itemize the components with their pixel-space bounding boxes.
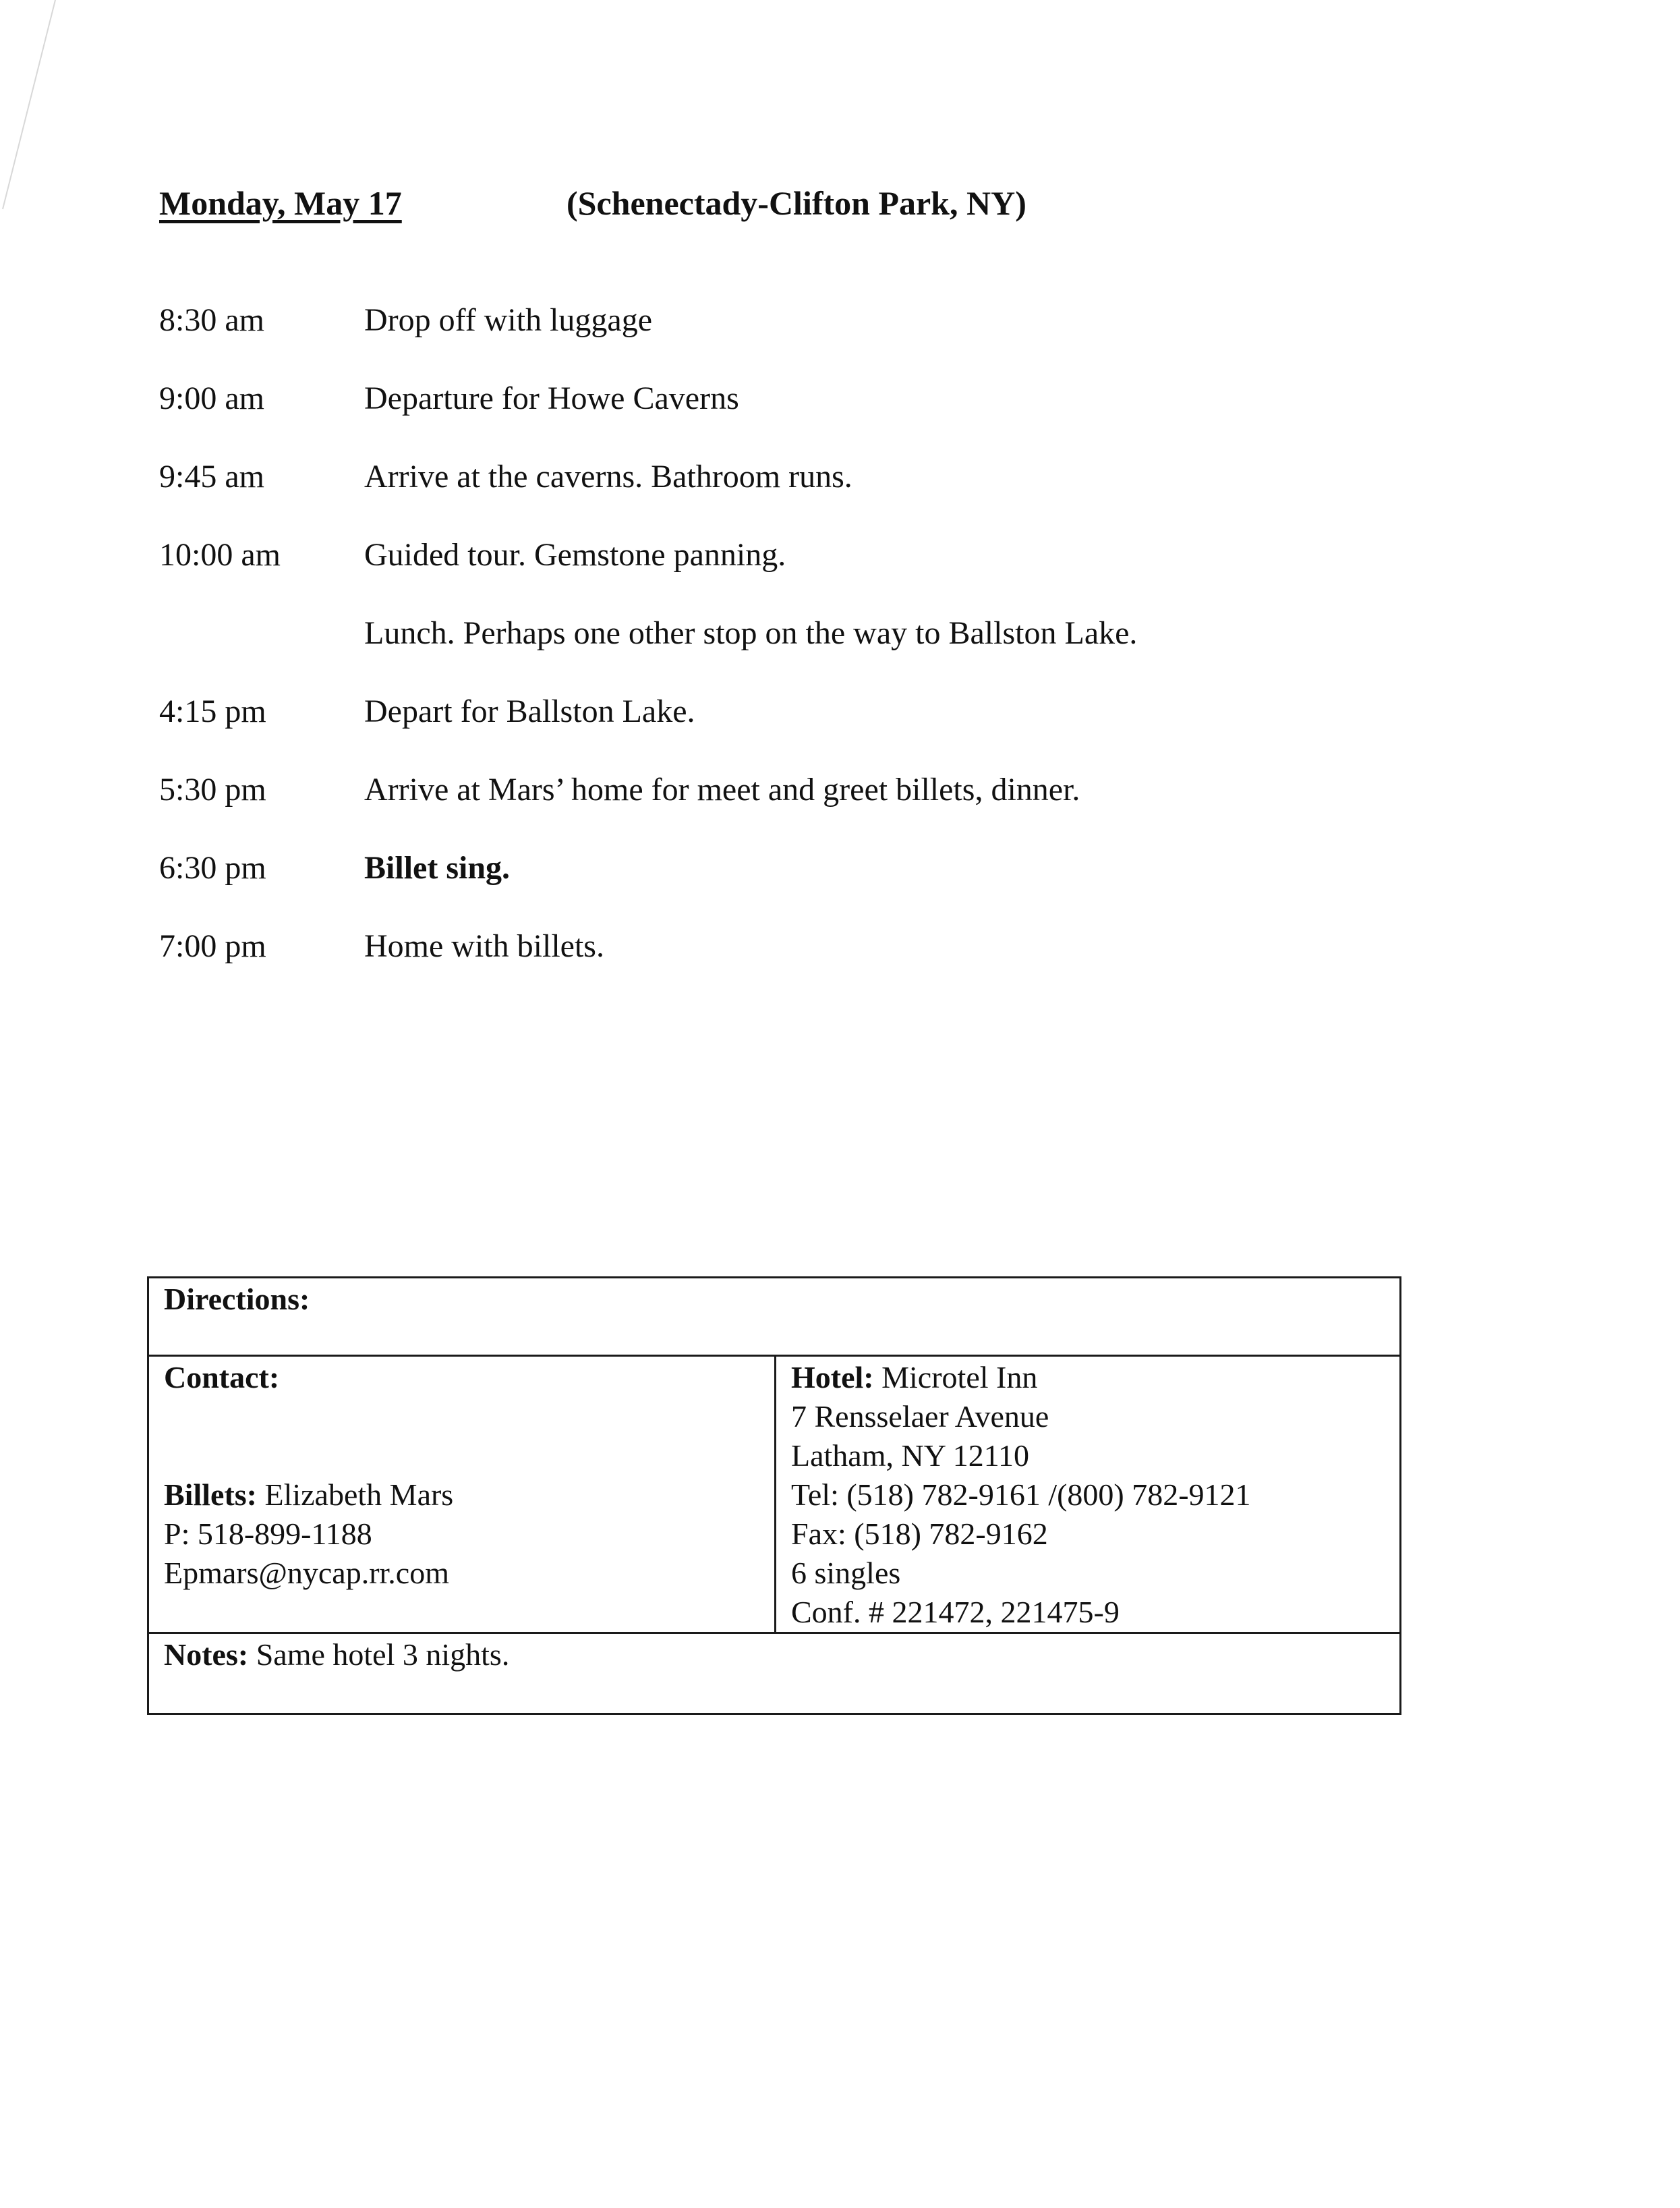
page-header <box>159 183 1026 223</box>
hotel-fax: Fax: (518) 782-9162 <box>791 1517 1048 1551</box>
hotel-address-line2: Latham, NY 12110 <box>791 1438 1030 1473</box>
hotel-confirmation: Conf. # 221472, 221475-9 <box>791 1595 1120 1629</box>
schedule-time: 10:00 am <box>159 537 281 573</box>
schedule-event: Billet sing. <box>364 850 511 886</box>
info-table <box>147 1276 1401 1715</box>
directions-label: Directions: <box>164 1282 310 1316</box>
schedule-time: 7:00 pm <box>159 928 266 964</box>
schedule-row <box>159 613 1441 691</box>
billets-label: Billets: <box>164 1477 257 1512</box>
schedule-event: Departure for Howe Caverns <box>364 380 739 416</box>
scan-edge-mark <box>0 0 61 216</box>
schedule-time: 6:30 pm <box>159 850 266 886</box>
schedule-row <box>159 378 1441 457</box>
schedule-row <box>159 926 1441 1004</box>
schedule-time: 5:30 pm <box>159 772 266 808</box>
hotel-telephone: Tel: (518) 782-9161 /(800) 782-9121 <box>791 1477 1251 1512</box>
schedule-time: 4:15 pm <box>159 693 266 729</box>
schedule-event: Home with billets. <box>364 928 604 964</box>
notes-label: Notes: <box>164 1637 249 1672</box>
contact-label: Contact: <box>164 1360 280 1394</box>
schedule-row <box>159 535 1441 613</box>
schedule-event: Lunch. Perhaps one other stop on the way to Ballston Lake. <box>364 615 1138 651</box>
hotel-label: Hotel: <box>791 1360 874 1394</box>
notes-cell <box>149 1634 1399 1713</box>
billets-phone: P: 518-899-1188 <box>164 1517 372 1551</box>
schedule-row <box>159 300 1441 378</box>
notes-text: Same hotel 3 nights. <box>256 1637 510 1672</box>
schedule-time: 9:00 am <box>159 380 264 416</box>
contact-cell <box>149 1357 776 1632</box>
billets-email: Epmars@nycap.rr.com <box>164 1556 450 1590</box>
hotel-rooms: 6 singles <box>791 1556 901 1590</box>
schedule-row <box>159 848 1441 926</box>
schedule-event: Arrive at the caverns. Bathroom runs. <box>364 459 852 494</box>
hotel-name: Microtel Inn <box>881 1360 1038 1394</box>
hotel-cell <box>776 1357 1399 1632</box>
schedule-time: 9:45 am <box>159 459 264 494</box>
day-title: Monday, May 17 <box>159 184 402 222</box>
billets-name: Elizabeth Mars <box>264 1477 454 1512</box>
location-title: (Schenectady-Clifton Park, NY) <box>567 184 1026 222</box>
hotel-address-line1: 7 Rensselaer Avenue <box>791 1399 1049 1434</box>
schedule-row <box>159 770 1441 848</box>
schedule-time: 8:30 am <box>159 302 264 338</box>
schedule-event: Drop off with luggage <box>364 302 653 338</box>
schedule-list <box>159 300 1441 1004</box>
schedule-row <box>159 691 1441 770</box>
schedule-event: Depart for Ballston Lake. <box>364 693 695 729</box>
schedule-event: Guided tour. Gemstone panning. <box>364 537 786 573</box>
schedule-row <box>159 457 1441 535</box>
schedule-event: Arrive at Mars’ home for meet and greet billets, dinner. <box>364 772 1080 808</box>
directions-cell <box>149 1278 1399 1357</box>
contact-hotel-row <box>149 1357 1399 1634</box>
